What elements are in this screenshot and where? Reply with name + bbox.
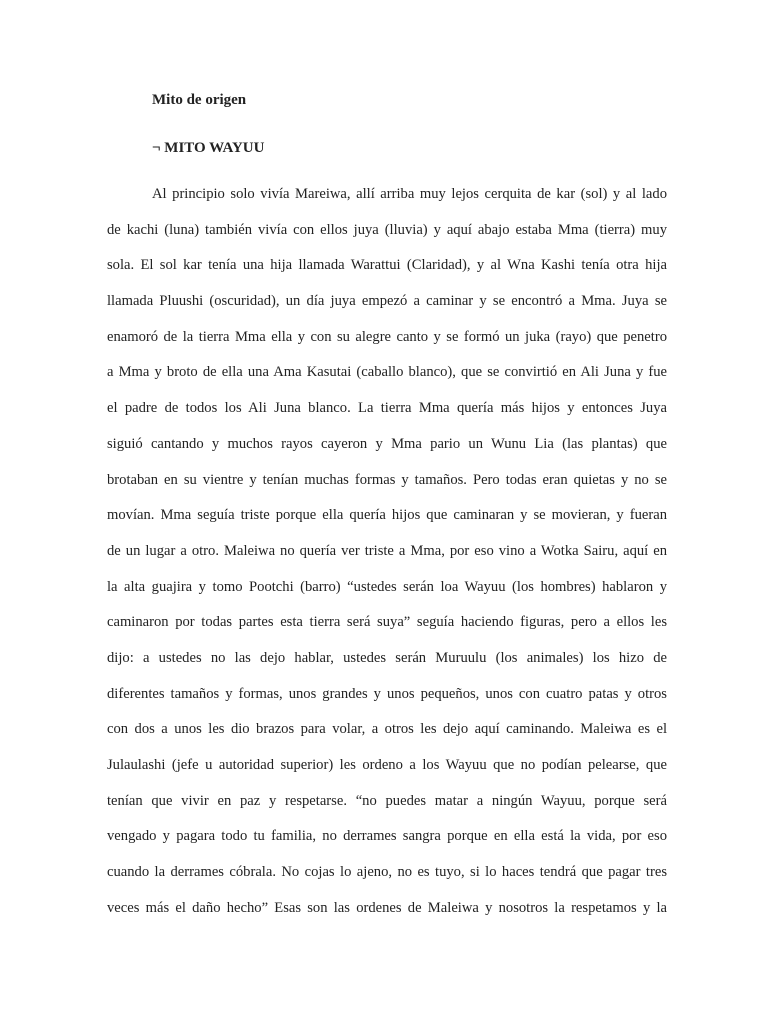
document-title: Mito de origen [152, 92, 247, 108]
paragraph-line: sola. El sol kar tenía una hija llamada Warattui (Claridad), y al Wna Kashi tenía otra hija [107, 257, 667, 274]
paragraph-line: brotaban en su vientre y tenían muchas formas y tamaños. Pero todas eran quietas y no se [107, 471, 667, 488]
paragraph-line: con dos a unos les dio brazos para volar, a otros les dejo aquí caminando. Maleiwa es el [107, 721, 667, 738]
paragraph-line: movían. Mma seguía triste porque ella quería hijos que caminaran y se movieran, y fueran [107, 507, 667, 524]
paragraph-line: caminaron por todas partes esta tierra será suya” seguía haciendo figuras, pero a ellos les [107, 614, 667, 631]
paragraph-line: el padre de todos los Ali Juna blanco. La tierra Mma quería más hijos y entonces Juya [107, 400, 667, 417]
paragraph-line: vengado y pagara todo tu familia, no derrames sangra porque en ella está la vida, por eso [107, 828, 667, 845]
paragraph-line: de un lugar a otro. Maleiwa no quería ver triste a Mma, por eso vino a Wotka Sairu, aquí en [107, 542, 667, 559]
paragraph-line: diferentes tamaños y formas, unos grandes y unos pequeños, unos con cuatro patas y otros [107, 685, 667, 702]
section-heading: ¬ MITO WAYUU [152, 140, 265, 156]
body-paragraph [107, 184, 667, 933]
paragraph-line: cuando la derrames cóbrala. No cojas lo ajeno, no es tuyo, si lo haces tendrá que pagar tres [107, 864, 667, 881]
paragraph-line: la alta guajira y tomo Pootchi (barro) “ustedes serán loa Wayuu (los hombres) hablaron y [107, 578, 667, 595]
paragraph-line: a Mma y broto de ella una Ama Kasutai (caballo blanco), que se convirtió en Ali Juna y fue [107, 364, 667, 381]
paragraph-line: dijo: a ustedes no las dejo hablar, ustedes serán Muruulu (los animales) los hizo de [107, 649, 667, 666]
paragraph-line: Al principio solo vivía Mareiwa, allí arriba muy lejos cerquita de kar (sol) y al lado [152, 186, 667, 202]
paragraph-line: Julaulashi (jefe u autoridad superior) les ordeno a los Wayuu que no podían pelearse, que [107, 757, 667, 773]
paragraph-line: llamada Pluushi (oscuridad), un día juya empezó a caminar y se encontró a Mma. Juya se [107, 293, 667, 310]
paragraph-line: veces más el daño hecho” Esas son las ordenes de Maleiwa y nosotros la respetamos y la [107, 899, 667, 916]
paragraph-line: enamoró de la tierra Mma ella y con su alegre canto y se formó un juka (rayo) que penetro [107, 328, 667, 345]
paragraph-line: tenían que vivir en paz y respetarse. “no puedes matar a ningún Wayuu, porque será [107, 792, 667, 809]
paragraph-line: siguió cantando y muchos rayos cayeron y Mma pario un Wunu Lia (las plantas) que [107, 435, 667, 452]
paragraph-line: de kachi (luna) también vivía con ellos juya (lluvia) y aquí abajo estaba Mma (tierra) muy [107, 221, 667, 238]
